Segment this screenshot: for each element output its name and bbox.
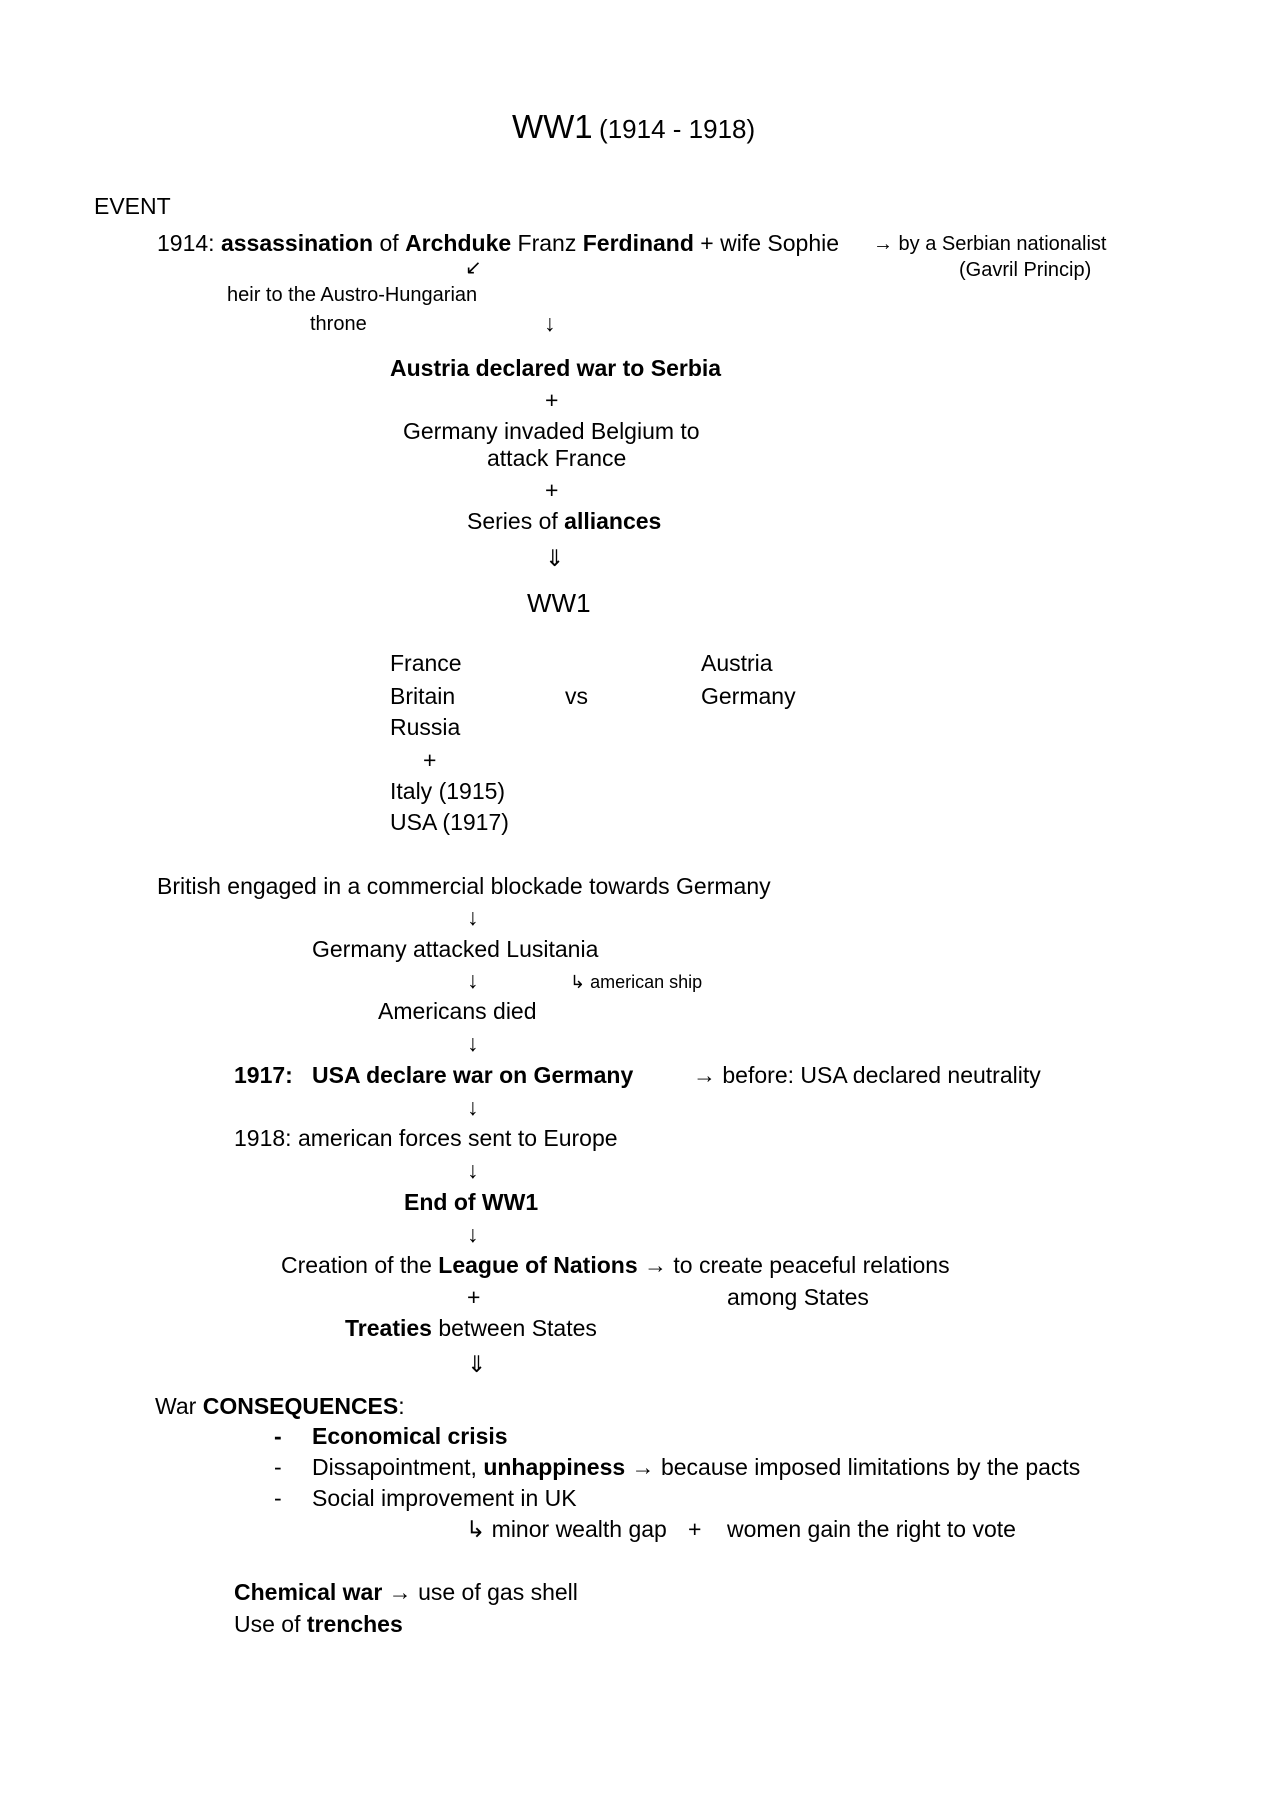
title-dates: (1914 - 1918) — [599, 114, 756, 144]
usa-declare-war-line — [234, 1064, 633, 1087]
consequences-heading — [155, 1395, 405, 1418]
league-purpose: → to create peaceful relations — [637, 1252, 950, 1278]
league-of-nations-line — [281, 1254, 950, 1277]
colon: : — [398, 1393, 405, 1419]
chemical-war: Chemical war — [234, 1579, 383, 1605]
franz-word: Franz — [511, 230, 583, 256]
ww1-result: WW1 — [527, 588, 591, 618]
title-main: WW1 — [512, 108, 593, 145]
treaties-line — [345, 1317, 597, 1340]
blockade-line: British engaged in a commercial blockade towards Germany — [157, 873, 771, 899]
treaties-word: Treaties — [345, 1315, 432, 1341]
down-arrow-icon: ↓ — [467, 1221, 479, 1247]
bullet-dash: - — [274, 1485, 282, 1511]
versus-label: vs — [565, 683, 588, 709]
section-heading: EVENT — [94, 193, 171, 219]
down-arrow-icon: ↓ — [467, 1094, 479, 1120]
lusitania-line: Germany attacked Lusitania — [312, 936, 599, 962]
down-arrow-icon: ↓ — [467, 967, 479, 993]
league-name: League of Nations — [438, 1252, 638, 1278]
consequence-item-2 — [312, 1456, 1080, 1479]
ally-italy: Italy (1915) — [390, 778, 506, 804]
dissapointment-text: Dissapointment, — [312, 1454, 484, 1480]
trenches-word: trenches — [306, 1611, 403, 1637]
assassination-year: 1914: — [157, 230, 221, 256]
end-of-ww1 — [404, 1191, 538, 1214]
wealth-gap-note: ↳ minor wealth gap — [466, 1516, 667, 1542]
bullet-dash: - — [274, 1454, 282, 1480]
plus-sign: + — [423, 747, 437, 773]
women-vote-note: women gain the right to vote — [727, 1516, 1016, 1542]
ally-usa: USA (1917) — [390, 809, 509, 835]
double-down-arrow-icon: ⇓ — [467, 1351, 487, 1377]
consequences-word: CONSEQUENCES — [202, 1393, 399, 1419]
double-down-arrow-icon: ⇓ — [545, 545, 565, 571]
austria-text: Austria declared war to Serbia — [390, 355, 722, 381]
economical-crisis: Economical crisis — [312, 1423, 508, 1449]
unhappiness-text: unhappiness — [483, 1454, 626, 1480]
chemical-war-line — [234, 1581, 578, 1604]
series-text: Series of — [467, 508, 565, 534]
americans-died-line: Americans died — [378, 998, 537, 1024]
bullet-dash: - — [274, 1423, 282, 1449]
down-arrow-icon: ↓ — [467, 904, 479, 930]
assassination-line — [157, 232, 839, 255]
american-forces-line: 1918: american forces sent to Europe — [234, 1125, 618, 1151]
among-states: among States — [727, 1284, 869, 1310]
down-arrow-icon: ↓ — [467, 1030, 479, 1056]
trenches-line — [234, 1613, 403, 1636]
down-arrow-icon: ↓ — [544, 310, 556, 336]
small-arrow-icon: ↙ — [465, 257, 482, 279]
central-austria: Austria — [701, 650, 773, 676]
league-prefix: Creation of the — [281, 1252, 439, 1278]
alliances-text: alliances — [564, 508, 662, 534]
central-germany: Germany — [701, 683, 796, 709]
pacts-text: → because imposed limitations by the pacts — [625, 1454, 1081, 1480]
down-arrow-icon: ↓ — [467, 1157, 479, 1183]
ally-britain: Britain — [390, 683, 456, 709]
germany-invaded-line1: Germany invaded Belgium to — [403, 418, 700, 444]
year-1917: 1917: — [234, 1062, 293, 1088]
ship-note: ↳ american ship — [570, 972, 703, 992]
plus-sign: + — [688, 1516, 702, 1542]
war-word: War — [155, 1393, 203, 1419]
plus-sign: + — [545, 477, 559, 503]
gas-shell-text: → use of gas shell — [382, 1579, 578, 1605]
neutrality-note: → before: USA declared neutrality — [693, 1062, 1041, 1088]
consequence-item-1 — [312, 1425, 508, 1448]
assassin-note: → by a Serbian nationalist — [873, 233, 1107, 255]
usa-war-text: USA declare war on Germany — [312, 1062, 634, 1088]
heir-note-line1: heir to the Austro-Hungarian — [227, 284, 478, 306]
plus-sign: + — [545, 387, 559, 413]
austria-declared-war — [390, 357, 721, 380]
wife-sophie: + wife Sophie — [693, 230, 840, 256]
archduke-word: Archduke — [405, 230, 512, 256]
germany-invaded-line2: attack France — [487, 445, 627, 471]
treaties-rest: between States — [431, 1315, 597, 1341]
plus-sign: + — [467, 1284, 481, 1310]
ferdinand-word: Ferdinand — [582, 230, 694, 256]
end-text: End of WW1 — [404, 1189, 539, 1215]
ally-russia: Russia — [390, 714, 461, 740]
page-title — [512, 110, 755, 143]
use-of-text: Use of — [234, 1611, 307, 1637]
series-of-alliances — [467, 510, 661, 533]
consequence-item-3: Social improvement in UK — [312, 1485, 577, 1511]
ally-france: France — [390, 650, 462, 676]
assassination-word: assassination — [220, 230, 374, 256]
assassination-of: of — [373, 230, 406, 256]
heir-note-line2: throne — [310, 313, 367, 335]
assassin-name: (Gavril Princip) — [959, 259, 1092, 281]
